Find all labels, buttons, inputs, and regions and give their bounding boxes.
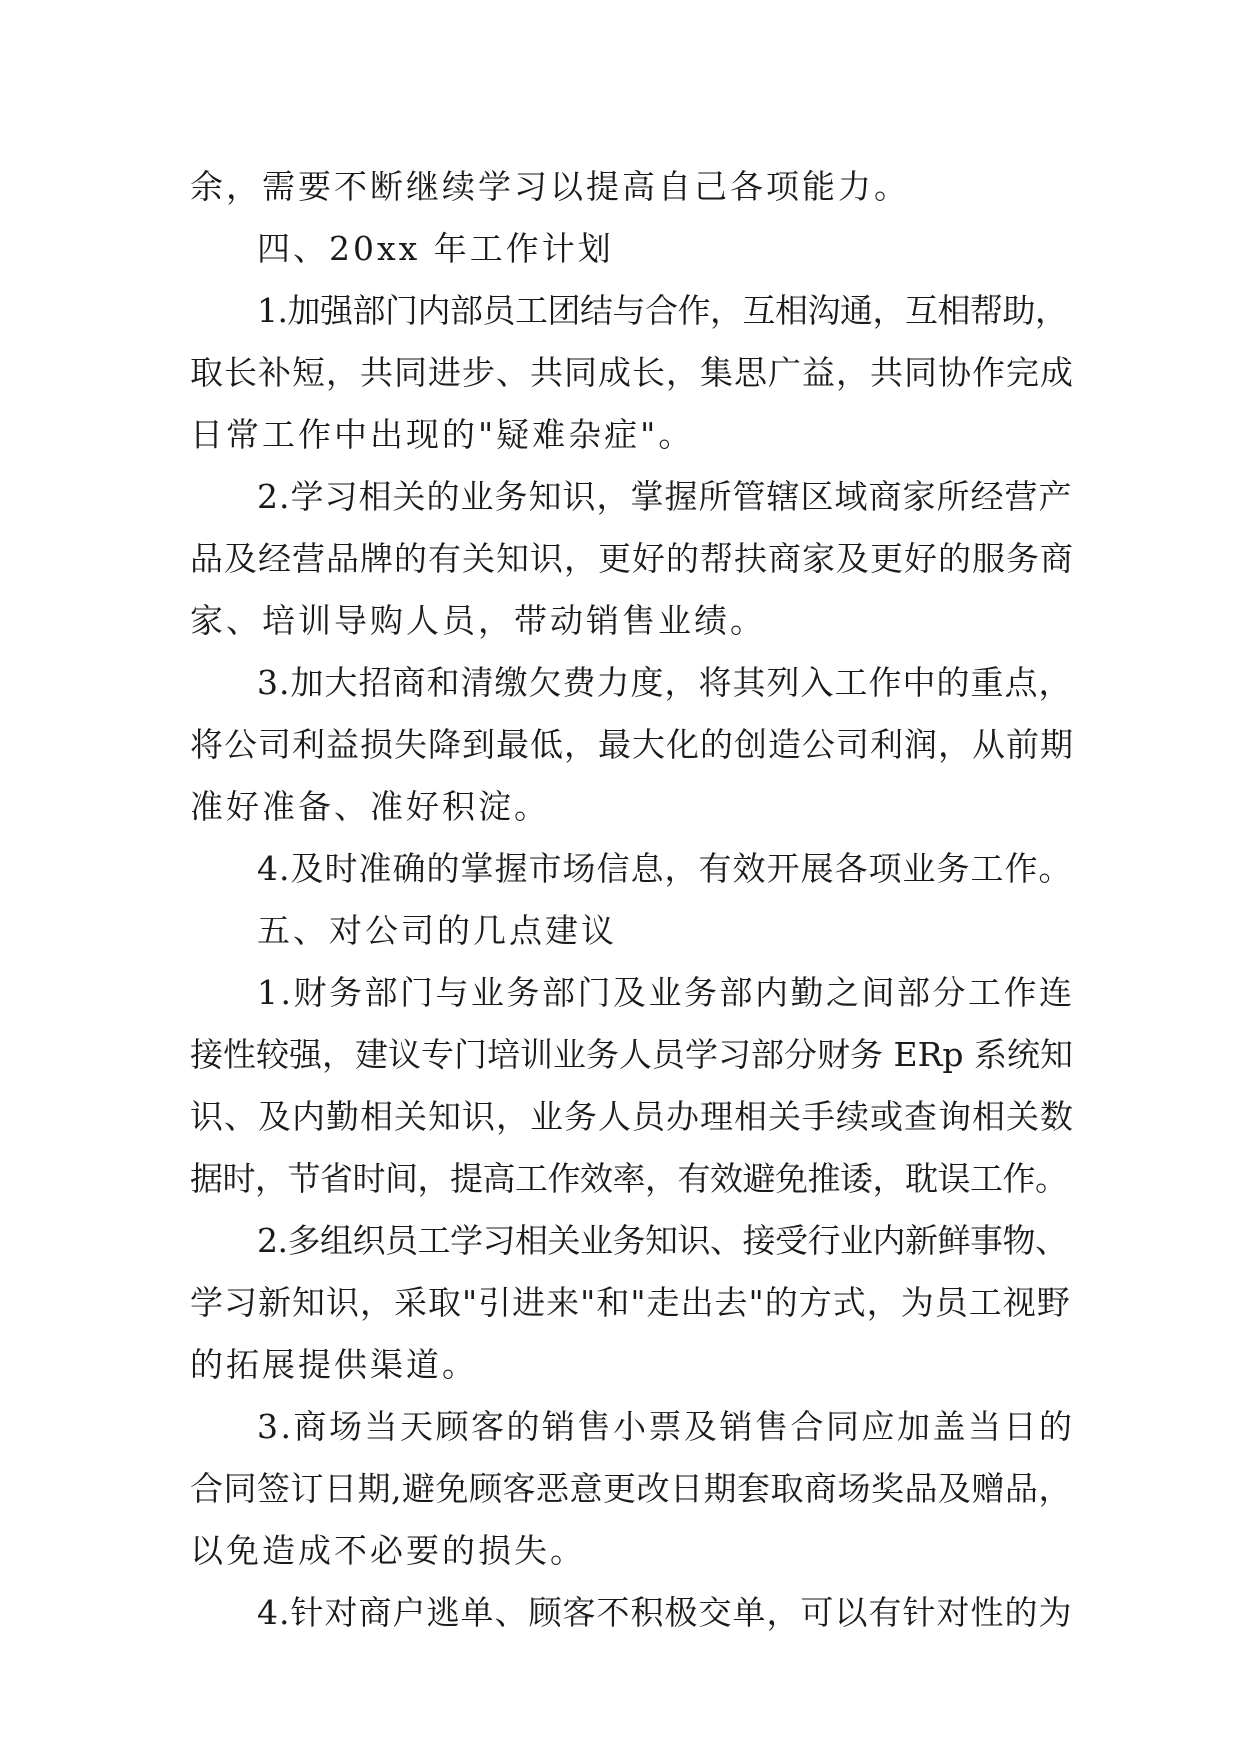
text-line-content: 家、培训导购人员，带动销售业绩。 [190,601,766,640]
text-line-content: 合同签订日期,避免顾客恶意更改日期套取商场奖品及赠品， [190,1469,1072,1508]
text-line [0,776,1241,838]
text-line [0,714,1241,776]
section-heading [0,900,1241,962]
text-line [0,404,1241,466]
text-line [0,1210,1241,1272]
section-heading-text: 四、20xx 年工作计划 [257,229,614,268]
text-line [0,466,1241,528]
text-line [0,1582,1241,1644]
text-line-content: 2.多组织员工学习相关业务知识、接受行业内新鲜事物、 [257,1221,1068,1260]
text-line-content: 准好准备、准好积淀。 [190,787,550,826]
text-line [0,962,1241,1024]
text-line [0,1334,1241,1396]
text-line [0,652,1241,714]
section-heading-text: 五、对公司的几点建议 [257,911,617,950]
text-line [0,1024,1241,1086]
text-line-content: 据时，节省时间，提高工作效率，有效避免推诿，耽误工作。 [190,1159,1068,1198]
text-line [0,838,1241,900]
text-line-content: 余，需要不断继续学习以提高自己各项能力。 [190,167,910,206]
text-line [0,1396,1241,1458]
text-line [0,1520,1241,1582]
text-line-content: 1.加强部门内部员工团结与合作，互相沟通，互相帮助， [257,291,1068,330]
text-line [0,1086,1241,1148]
text-line [0,528,1241,590]
text-line [0,590,1241,652]
text-line-content: 学习新知识，采取"引进来"和"走出去"的方式，为员工视野 [190,1283,1071,1322]
text-line [0,156,1241,218]
text-line [0,1272,1241,1334]
text-line-content: 4.及时准确的掌握市场信息，有效开展各项业务工作。 [257,849,1073,888]
text-line-content: 识、及内勤相关知识，业务人员办理相关手续或查询相关数 [190,1097,1074,1136]
text-line-content: 取长补短，共同进步、共同成长，集思广益，共同协作完成 [190,353,1074,392]
text-line-content: 2.学习相关的业务知识，掌握所管辖区域商家所经营产 [257,477,1073,516]
text-line [0,1458,1241,1520]
text-line-content: 将公司利益损失降到最低，最大化的创造公司利润，从前期 [190,725,1074,764]
text-line-content: 接性较强，建议专门培训业务人员学习部分财务 ERp 系统知 [190,1035,1074,1074]
text-line-content: 4.针对商户逃单、顾客不积极交单，可以有针对性的为 [257,1593,1073,1632]
text-line [0,280,1241,342]
text-line-content: 的拓展提供渠道。 [190,1345,478,1384]
text-line [0,1148,1241,1210]
text-line-content: 日常工作中出现的"疑难杂症"。 [190,415,695,454]
text-line-content: 以免造成不必要的损失。 [190,1531,586,1570]
text-line-content: 1.财务部门与业务部门及业务部内勤之间部分工作连 [257,973,1075,1012]
section-heading [0,218,1241,280]
text-line-content: 3.加大招商和清缴欠费力度，将其列入工作中的重点， [257,663,1073,702]
text-line [0,342,1241,404]
text-line-content: 品及经营品牌的有关知识，更好的帮扶商家及更好的服务商 [190,539,1074,578]
text-line-content: 3.商场当天顾客的销售小票及销售合同应加盖当日的 [257,1407,1075,1446]
